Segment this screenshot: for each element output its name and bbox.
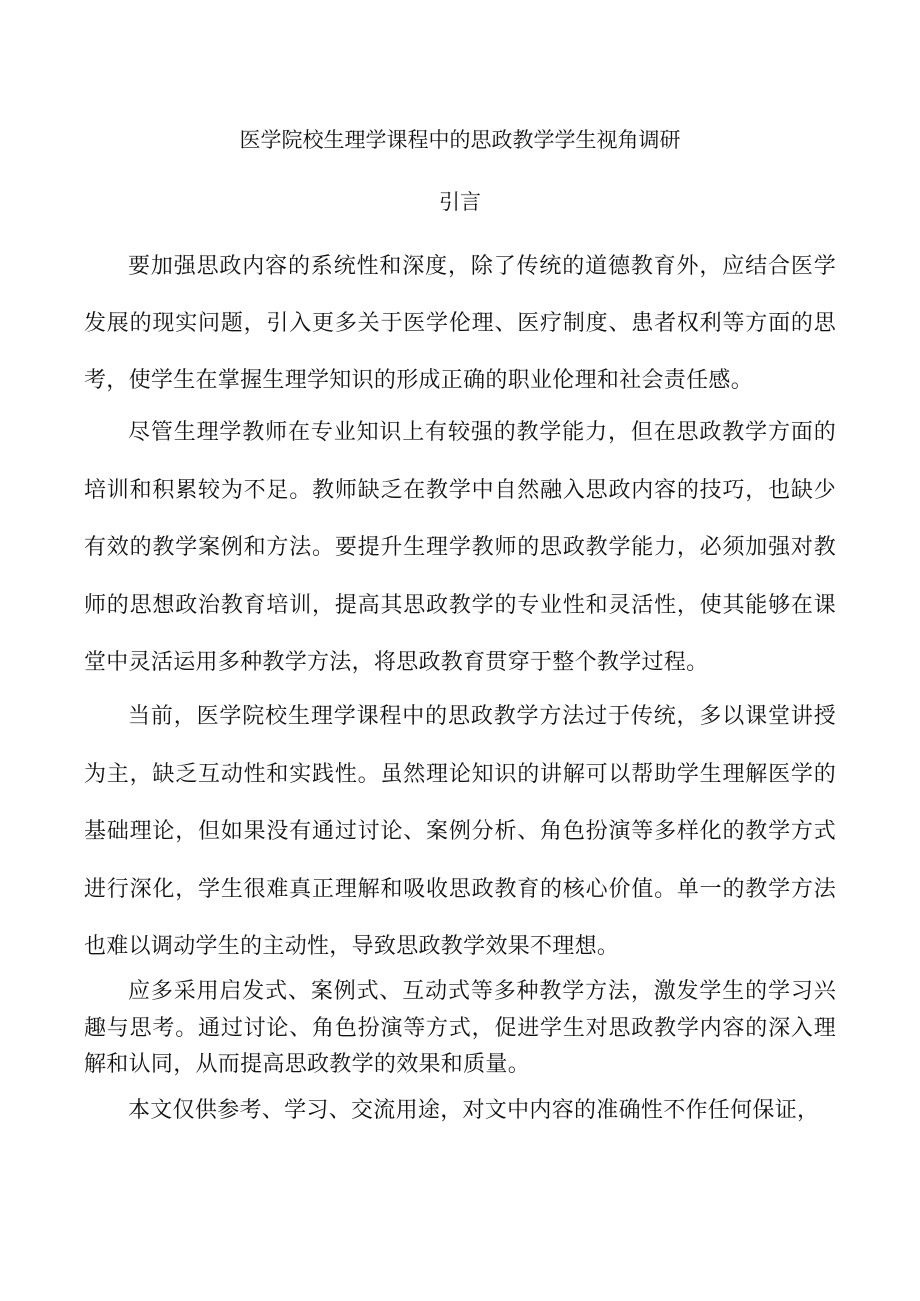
section-heading-introduction: 引言	[439, 190, 481, 214]
paragraph-5-disclaimer: 本文仅供参考、学习、交流用途，对文中内容的准确性不作任何保证，	[128, 1098, 820, 1123]
paragraph-2: 尽管生理学教师在专业知识上有较强的教学能力，但在思政教学方面的培训和积累较为不足。教师缺乏在教学中自然融入思政内容的技巧，也缺少有效的教学案例和方法。要提升生理学教师的思政教学能力，必须加强对教师的思想政治教育培训，提高其思政教学的专业性和灵活性，使其能够在课堂中灵活运用多种教学方法，将思政教育贯穿于整个教学过程。	[84, 420, 836, 675]
paragraph-4: 应多采用启发式、案例式、互动式等多种教学方法，激发学生的学习兴趣与思考。通过讨论、角色扮演等方式，促进学生对思政教学内容的深入理解和认同，从而提高思政教学的效果和质量。	[84, 979, 836, 1077]
paragraph-1: 要加强思政内容的系统性和深度，除了传统的道德教育外，应结合医学发展的现实问题，引入更多关于医学伦理、医疗制度、患者权利等方面的思考，使学生在掌握生理学知识的形成正确的职业伦理和社会责任感。	[84, 254, 836, 393]
paragraph-3: 当前，医学院校生理学课程中的思政教学方法过于传统，多以课堂讲授为主，缺乏互动性和实践性。虽然理论知识的讲解可以帮助学生理解医学的基础理论，但如果没有通过讨论、案例分析、角色扮演等多样化的教学方式进行深化，学生很难真正理解和吸收思政教育的核心价值。单一的教学方法也难以调动学生的主动性，导致思政教学效果不理想。	[84, 704, 836, 959]
document-title: 医学院校生理学课程中的思政教学学生视角调研	[239, 128, 681, 152]
